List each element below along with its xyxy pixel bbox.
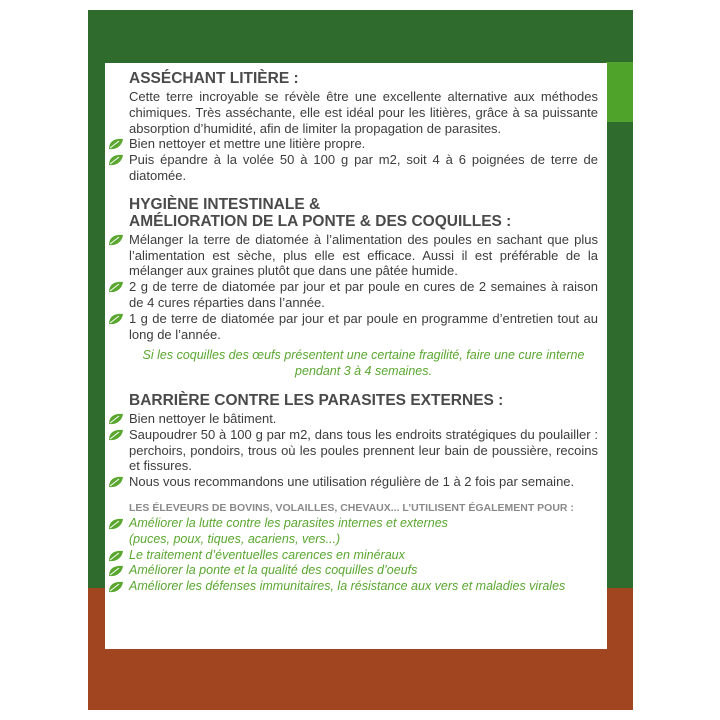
list-item xyxy=(129,563,598,579)
list-item-text: Mélanger la terre de diatomée à l’alimentation des poules en sachant que plus l’alimentation est sèche, plus elle est efficace. Aussi il est préférable de la mélanger aux graines plutôt que dans une pâtée humide. xyxy=(129,231,598,279)
leaf-icon xyxy=(107,280,125,294)
leaf-icon xyxy=(107,153,125,167)
leaf-icon xyxy=(107,564,125,578)
leaf-icon xyxy=(107,137,125,151)
leaf-icon xyxy=(107,312,125,326)
list-item-text: Le traitement d’éventuelles carences en minéraux xyxy=(129,547,405,562)
section-external-parasites xyxy=(129,392,598,490)
section-external-parasites-title: BARRIÈRE CONTRE LES PARASITES EXTERNES : xyxy=(129,391,504,409)
leaf-icon xyxy=(107,580,125,594)
list-item-text: Bien nettoyer le bâtiment. xyxy=(129,410,277,426)
section-litter-list xyxy=(129,136,598,183)
list-item xyxy=(129,232,598,279)
section-other-breeders xyxy=(129,502,598,595)
list-item xyxy=(129,474,598,490)
list-item-text: Améliorer la ponte et la qualité des coquilles d’oeufs xyxy=(129,563,418,578)
list-item-text: Nous vous recommandons une utilisation régulière de 1 à 2 fois par semaine. xyxy=(129,474,575,490)
list-item-text: 2 g de terre de diatomée par jour et par poule en cures de 2 semaines à raison de 4 cures réparties dans l’année. xyxy=(129,279,598,310)
list-item xyxy=(129,427,598,474)
list-item xyxy=(129,136,598,152)
list-item-text: Puis épandre à la volée 50 à 100 g par m2, soit 4 à 6 poignées de terre de diatomée. xyxy=(129,152,598,183)
leaf-icon xyxy=(107,475,125,489)
section-other-breeders-list xyxy=(129,516,598,595)
list-item-text: Améliorer les défenses immunitaires, la résistance aux vers et maladies virales xyxy=(129,579,566,594)
section-intestinal-title-line1: HYGIÈNE INTESTINALE & xyxy=(129,195,321,213)
panel-content xyxy=(105,63,607,595)
leaf-icon xyxy=(107,549,125,563)
section-litter xyxy=(129,70,598,184)
section-intestinal-note: Si les coquilles des œufs présentent une certaine fragilité, faire une cure interne pendant 3 à 4 semaines. xyxy=(142,348,585,379)
section-external-parasites-list xyxy=(129,411,598,490)
leaf-icon xyxy=(107,233,125,247)
list-item xyxy=(129,279,598,311)
list-item xyxy=(129,411,598,427)
section-other-breeders-title: LES ÉLEVEURS DE BOVINS, VOLAILLES, CHEVAUX... L’UTILISENT ÉGALEMENT POUR : xyxy=(129,501,574,514)
list-item xyxy=(129,579,598,595)
leaf-icon xyxy=(107,412,125,426)
list-item-text: Saupoudrer 50 à 100 g par m2, dans tous les endroits stratégiques du poulailler : perchoirs, pondoirs, trous où les poules prennent leur bain de poussière, recoins et fissures. xyxy=(129,426,598,474)
list-item-text: Améliorer la lutte contre les parasites internes et externes (puces, poux, tiques, acariens, vers...) xyxy=(129,515,448,546)
list-item xyxy=(129,152,598,184)
leaf-icon xyxy=(107,517,125,531)
list-item xyxy=(129,516,469,548)
section-intestinal-list xyxy=(129,232,598,343)
section-intestinal-title-line2: AMÉLIORATION DE LA PONTE & DES COQUILLES : xyxy=(129,212,512,230)
background-lime-accent xyxy=(606,62,633,122)
list-item xyxy=(129,311,598,343)
section-litter-paragraph: Cette terre incroyable se révèle être une excellente alternative aux méthodes chimiques. Très asséchante, elle est idéal pour les litières, grâce à sa puissante absorption d’humidité, afin de limiter la propagation de parasites. xyxy=(129,89,598,136)
section-litter-title: ASSÉCHANT LITIÈRE : xyxy=(129,70,299,87)
leaf-icon xyxy=(107,428,125,442)
list-item xyxy=(129,548,598,564)
info-panel xyxy=(105,63,607,649)
section-intestinal xyxy=(129,196,598,380)
list-item-text: 1 g de terre de diatomée par jour et par poule en programme d’entretien tout au long de l’année. xyxy=(129,310,598,342)
list-item-text: Bien nettoyer et mettre une litière propre. xyxy=(129,136,366,152)
